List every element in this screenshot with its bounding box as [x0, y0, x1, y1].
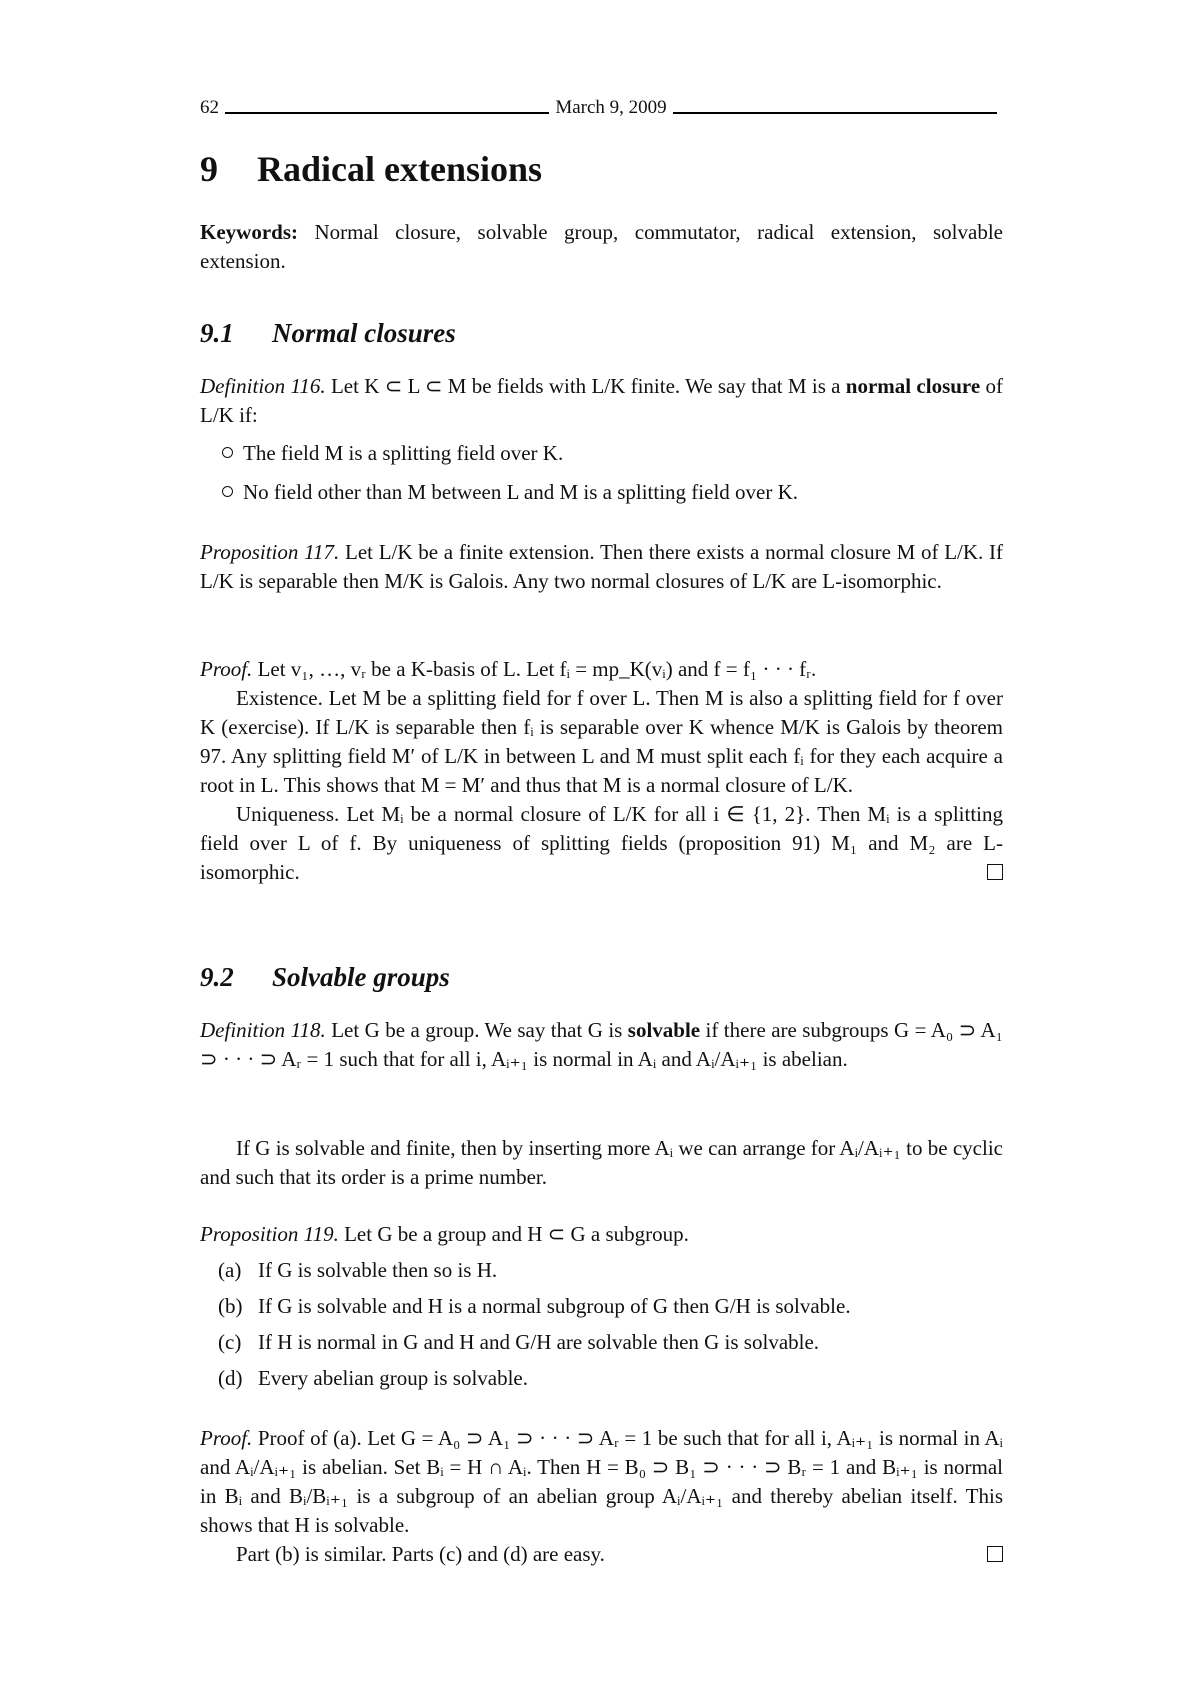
definition-label: Definition 118.	[200, 1018, 326, 1042]
proof-label: Proof.	[200, 657, 253, 681]
section-title-text: Solvable groups	[272, 962, 450, 992]
header-rule-right	[673, 112, 997, 114]
definition-text-end: if there are subgroups G = A₀ ⊃ A₁ ⊃ · · · ⊃ Aᵣ = 1 such that for all i, Aᵢ₊₁ is normal in Aᵢ and Aᵢ/Aᵢ₊₁ is abelian.	[200, 1018, 1003, 1071]
proposition-label: Proposition 119.	[200, 1222, 339, 1246]
keywords-label: Keywords:	[200, 220, 298, 244]
proposition-item-c	[218, 1330, 819, 1355]
proof-uniqueness-paragraph	[200, 800, 1003, 887]
qed-square-icon	[987, 864, 1003, 880]
bullet-text: The field M is a splitting field over K.	[243, 441, 564, 465]
definition-term: normal closure	[845, 374, 981, 398]
proposition-text: Let G be a group and H ⊂ G a subgroup.	[338, 1222, 689, 1246]
remark-paragraph: If G is solvable and finite, then by inserting more Aᵢ we can arrange for Aᵢ/Aᵢ₊₁ to be cyclic and such that its order is a prime number.	[200, 1136, 1003, 1189]
proof-117	[200, 655, 1003, 887]
proposition-item-d	[218, 1366, 528, 1391]
proposition-item-a	[218, 1258, 497, 1283]
running-header	[200, 97, 1003, 119]
bullet-text: No field other than M between L and M is a splitting field over K.	[243, 480, 799, 504]
proposition-text: Let L/K be a finite extension. Then there exists a normal closure M of L/K. If L/K is separable then M/K is Galois. Any two normal closures of L/K are L-isomorphic.	[200, 540, 1004, 593]
chapter-title	[200, 148, 542, 190]
proof-uniqueness-text: Uniqueness. Let Mᵢ be a normal closure of L/K for all i ∈ {1, 2}. Then Mᵢ is a splitting field over L of f. By uniqueness of splitting fields (proposition 91) M₁ and M₂ are L-isomorphic.	[200, 802, 1003, 884]
proof-text: Let v₁, …, vᵣ be a K-basis of L. Let fᵢ = mp_K(vᵢ) and f = f₁ · · · fᵣ.	[252, 657, 817, 681]
item-tag: (c)	[218, 1330, 242, 1354]
section-title-normal-closures	[200, 318, 456, 349]
circle-bullet-icon	[222, 486, 233, 497]
item-tag: (a)	[218, 1258, 242, 1282]
item-text: Every abelian group is solvable.	[258, 1366, 529, 1390]
proof-closing-text: Part (b) is similar. Parts (c) and (d) are easy.	[236, 1542, 605, 1566]
proof-existence-paragraph: Existence. Let M be a splitting field for f over L. Then M is also a splitting field for f over K (exercise). If L/K is separable then fᵢ is separable over K whence M/K is Galois by theorem 97. Any splitting field M′ of L/K in between L and M must split each fᵢ for they each acquire a root in L. This shows that M = M′ and thus that M is a normal closure of L/K.	[200, 686, 1003, 797]
item-text: If H is normal in G and H and G/H are solvable then G is solvable.	[258, 1330, 820, 1354]
definition-bullet	[222, 480, 798, 505]
proposition-item-b	[218, 1294, 851, 1319]
header-date: March 9, 2009	[555, 97, 667, 118]
item-text: If G is solvable and H is a normal subgroup of G then G/H is solvable.	[258, 1294, 851, 1318]
proposition-119	[200, 1220, 1003, 1249]
page-number: 62	[200, 97, 219, 118]
proof-text: Proof of (a). Let G = A₀ ⊃ A₁ ⊃ · · · ⊃ Aᵣ = 1 be such that for all i, Aᵢ₊₁ is normal in Aᵢ and Aᵢ/Aᵢ₊₁ is abelian. Set Bᵢ = H ∩ Aᵢ. Then H = B₀ ⊃ B₁ ⊃ · · · ⊃ Bᵣ = 1 and Bᵢ₊₁ is normal in Bᵢ and Bᵢ/Bᵢ₊₁ is a subgroup of an abelian group Aᵢ/Aᵢ₊₁ and thereby abelian itself. This shows that H is solvable.	[200, 1426, 1003, 1537]
definition-bullet	[222, 441, 563, 466]
proof-first-line	[200, 655, 1003, 684]
section-number: 9.2	[200, 962, 234, 992]
chapter-number: 9	[200, 149, 218, 189]
circle-bullet-icon	[222, 447, 233, 458]
keywords-paragraph	[200, 218, 1003, 276]
header-rule-left	[225, 112, 549, 114]
item-tag: (b)	[218, 1294, 243, 1318]
keywords-text: Normal closure, solvable group, commutator, radical extension, solvable extension.	[200, 220, 1003, 273]
definition-text: Let G be a group. We say that G is	[325, 1018, 628, 1042]
section-number: 9.1	[200, 318, 234, 348]
section-title-text: Normal closures	[272, 318, 456, 348]
proof-closing-paragraph	[200, 1540, 1003, 1569]
item-text: If G is solvable then so is H.	[258, 1258, 498, 1282]
definition-text-end: of L/K if:	[200, 374, 1003, 427]
qed-square-icon	[987, 1546, 1003, 1562]
definition-label: Definition 116.	[200, 374, 326, 398]
proof-119	[200, 1424, 1003, 1569]
proposition-117	[200, 538, 1003, 596]
item-tag: (d)	[218, 1366, 243, 1390]
definition-term: solvable	[627, 1018, 701, 1042]
proof-label: Proof.	[200, 1426, 253, 1450]
definition-116	[200, 372, 1003, 430]
definition-118	[200, 1016, 1003, 1074]
proposition-label: Proposition 117.	[200, 540, 340, 564]
chapter-title-text: Radical extensions	[257, 149, 543, 189]
proof-paragraph	[200, 1424, 1003, 1540]
section-title-solvable-groups	[200, 962, 450, 993]
definition-text: Let K ⊂ L ⊂ M be fields with L/K finite. We say that M is a	[325, 374, 846, 398]
